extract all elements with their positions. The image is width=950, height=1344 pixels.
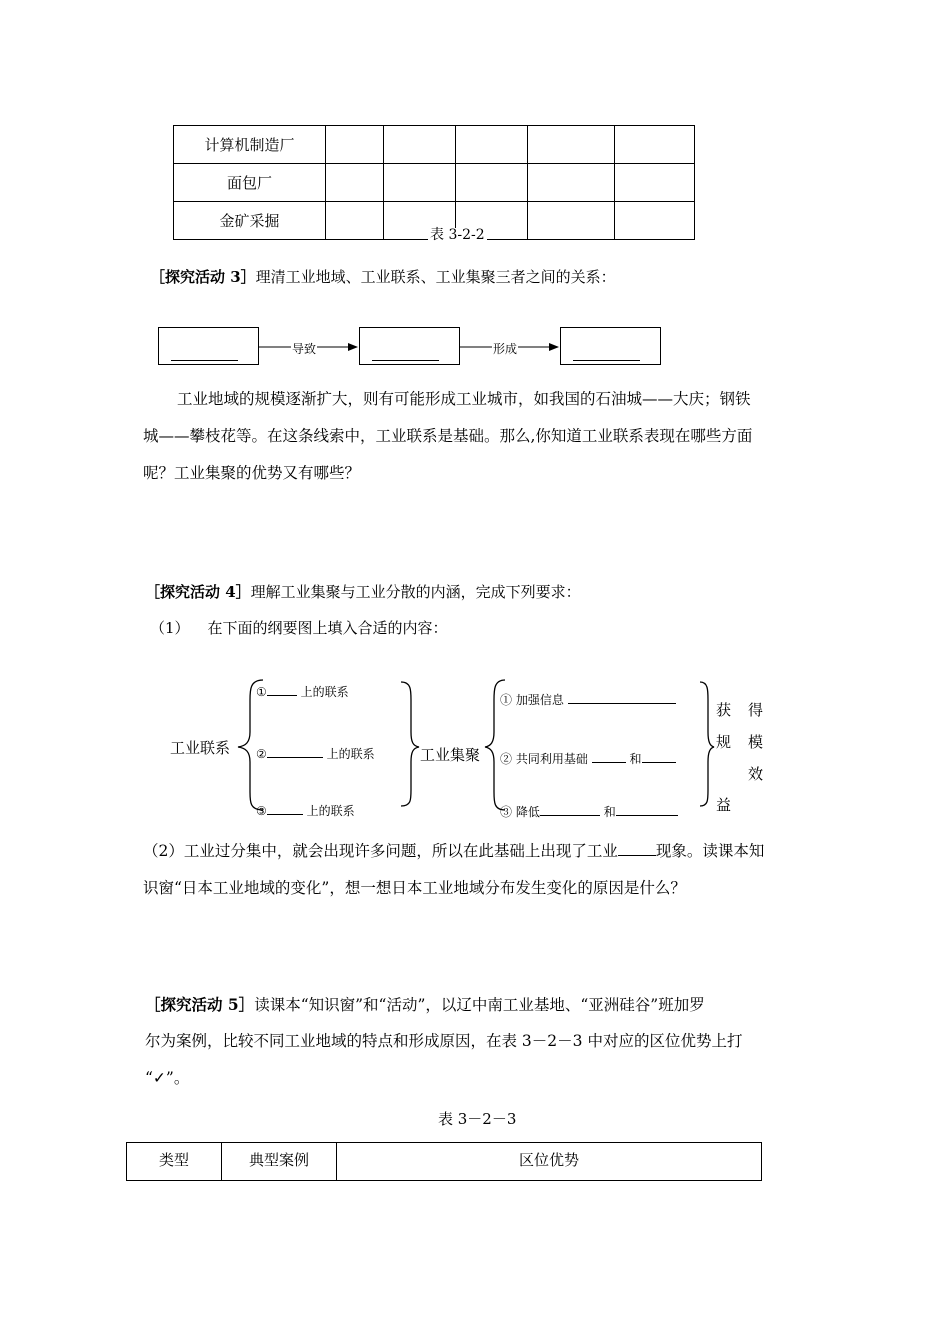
activity5-text: 读课本“知识窗”和“活动”，以辽中南工业基地、“亚洲硅谷”班加罗 xyxy=(254,996,705,1014)
activity5-line-1 xyxy=(145,986,705,1024)
result-char: 效 xyxy=(748,765,764,783)
item-num: ② xyxy=(256,747,267,761)
item-num: ① xyxy=(500,693,513,707)
result-char: 模 xyxy=(748,733,764,751)
middle-brace xyxy=(401,682,419,806)
q1-num: （1） xyxy=(150,619,190,637)
table-3-2-3-caption: 表 3－2－3 xyxy=(438,1110,517,1128)
q1-text: 在下面的纲要图上填入合适的内容： xyxy=(207,619,448,637)
activity3-paragraph-line-3: 呢？工业集聚的优势又有哪些？ xyxy=(143,464,361,482)
table-caption: 表 3-2-2 xyxy=(430,227,485,243)
result-char: 益 xyxy=(716,796,732,814)
activity3-text: 理清工业地域、工业联系、工业集聚三者之间的关系： xyxy=(255,268,616,286)
item-suffix: 上的联系 xyxy=(300,685,349,699)
item-suffix: 上的联系 xyxy=(306,804,355,818)
table-header-row xyxy=(127,1143,762,1181)
result-char: 获 xyxy=(716,701,732,719)
activity5-heading: ［探究活动 5］ xyxy=(145,995,255,1014)
activity3-paragraph-line-1: 工业地域的规模逐渐扩大，则有可能形成工业城市，如我国的石油城——大庆；钢铁 xyxy=(177,390,751,408)
arrow1-label: 导致 xyxy=(292,342,317,356)
activity4-text: 理解工业集聚与工业分散的内涵，完成下列要求： xyxy=(250,583,581,601)
activity3-heading: ［探究活动 3］ xyxy=(150,268,256,286)
item-prefix: 加强信息 xyxy=(515,693,564,707)
activity3-paragraph-line-2: 城——攀枝花等。在这条线索中，工业联系是基础。那么,你知道工业联系表现在哪些方面 xyxy=(143,427,753,445)
column-header: 区位优势 xyxy=(337,1143,762,1181)
item-mid: 和 xyxy=(603,805,616,819)
activity5-line-2: 尔为案例，比较不同工业地域的特点和形成原因，在表 3－2－3 中对应的区位优势上打 xyxy=(145,1032,743,1050)
result-char: 得 xyxy=(748,701,764,719)
column-header: 类型 xyxy=(127,1143,222,1181)
mid-title: 工业集聚 xyxy=(420,746,481,764)
left-brace xyxy=(238,680,263,810)
right-brace-close xyxy=(700,682,714,806)
item-mid: 和 xyxy=(629,752,642,766)
fill-blank xyxy=(618,854,656,856)
arrow2-label: 形成 xyxy=(493,342,518,356)
left-title: 工业联系 xyxy=(170,739,231,757)
item-prefix: 降低 xyxy=(515,805,540,819)
item-prefix: 共同利用基础 xyxy=(515,752,588,766)
q2-text-b: 现象。读课本知 xyxy=(655,842,765,860)
item-num: ② xyxy=(500,752,513,766)
q2-line-2: 识窗“日本工业地域的变化”，想一想日本工业地域分布发生变化的原因是什么？ xyxy=(143,879,686,897)
table-cell-label: 计算机制造厂 xyxy=(174,126,326,164)
result-char: 规 xyxy=(716,733,732,751)
column-header: 典型案例 xyxy=(222,1143,337,1181)
table-cell-label: 金矿采掘 xyxy=(174,202,326,240)
activity5-line-3: “✓”。 xyxy=(145,1069,190,1087)
table-3-2-3 xyxy=(126,1142,762,1181)
item-suffix: 上的联系 xyxy=(326,747,375,761)
q2-text-a: （2）工业过分集中，就会出现许多问题，所以在此基础上出现了工业 xyxy=(143,842,618,860)
q2-line-1 xyxy=(143,833,764,870)
item-num: ③ xyxy=(256,804,267,818)
item-num: ① xyxy=(256,685,267,699)
item-num: ③ xyxy=(500,805,513,819)
table-cell-label: 面包厂 xyxy=(174,164,326,202)
activity4-heading: ［探究活动 4］ xyxy=(145,583,251,601)
right-brace-open xyxy=(485,680,505,810)
